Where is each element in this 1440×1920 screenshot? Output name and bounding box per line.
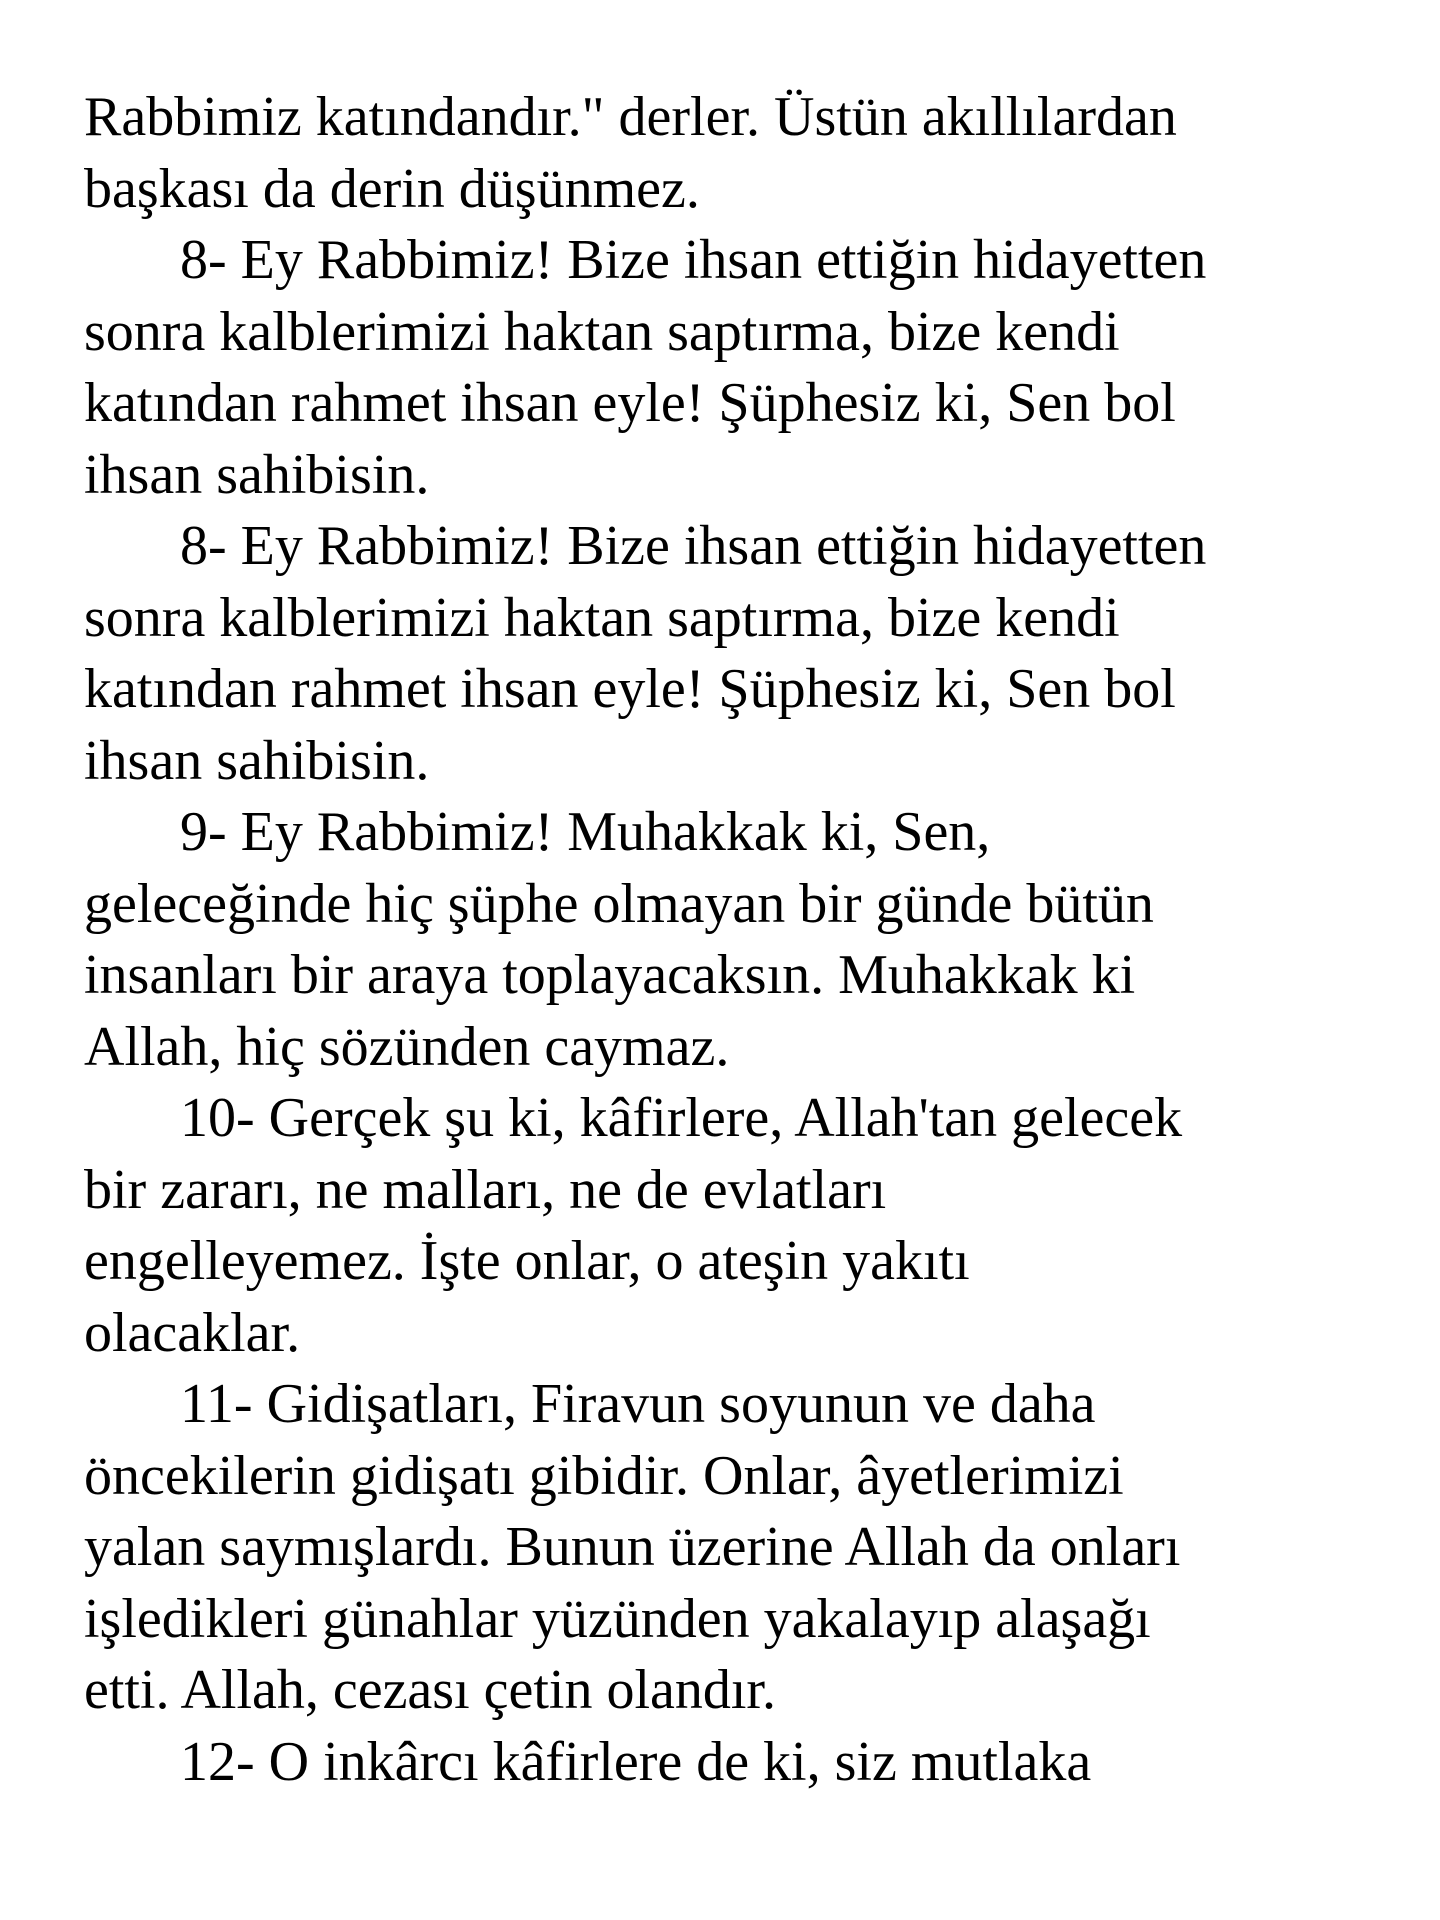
text-line: ihsan sahibisin. xyxy=(84,443,430,506)
text-line: Rabbimiz katındandır." derler. Üstün akıllılardan xyxy=(84,86,1177,148)
verse-start-line: 8- Ey Rabbimiz! Bize ihsan ettiğin hidayetten xyxy=(180,515,1207,577)
text-line: işledikleri günahlar yüzünden yakalayıp alaşağı xyxy=(84,1587,1151,1650)
verse-start-line: 9- Ey Rabbimiz! Muhakkak ki, Sen, xyxy=(180,801,991,863)
text-line: öncekilerin gidişatı gibidir. Onlar, âyetlerimizi xyxy=(84,1444,1124,1507)
text-line: Allah, hiç sözünden caymaz. xyxy=(84,1015,730,1078)
text-line: yalan saymışlardı. Bunun üzerine Allah da onları xyxy=(84,1516,1181,1578)
text-line: olacaklar. xyxy=(84,1301,301,1364)
text-line: sonra kalblerimizi haktan saptırma, bize kendi xyxy=(84,586,1120,649)
text-line: bir zararı, ne malları, ne de evlatları xyxy=(84,1158,887,1221)
verse-start-line: 8- Ey Rabbimiz! Bize ihsan ettiğin hidayetten xyxy=(180,229,1207,291)
text-line: geleceğinde hiç şüphe olmayan bir günde bütün xyxy=(84,872,1154,935)
text-line: başkası da derin düşünmez. xyxy=(84,157,700,220)
verse-start-line: 12- O inkârcı kâfirlere de ki, siz mutlaka xyxy=(180,1730,1092,1793)
text-line: insanları bir araya toplayacaksın. Muhakkak ki xyxy=(84,944,1136,1006)
document-page xyxy=(84,82,1384,1798)
text-line: sonra kalblerimizi haktan saptırma, bize kendi xyxy=(84,300,1120,363)
text-line: katından rahmet ihsan eyle! Şüphesiz ki, Sen bol xyxy=(84,372,1176,434)
text-line: katından rahmet ihsan eyle! Şüphesiz ki, Sen bol xyxy=(84,658,1176,720)
text-line: ihsan sahibisin. xyxy=(84,729,430,792)
text-line: etti. Allah, cezası çetin olandır. xyxy=(84,1659,776,1721)
verse-start-line: 11- Gidişatları, Firavun soyunun ve daha xyxy=(180,1373,1096,1435)
text-line: engelleyemez. İşte onlar, o ateşin yakıtı xyxy=(84,1230,970,1292)
verse-start-line: 10- Gerçek şu ki, kâfirlere, Allah'tan gelecek xyxy=(180,1087,1183,1149)
